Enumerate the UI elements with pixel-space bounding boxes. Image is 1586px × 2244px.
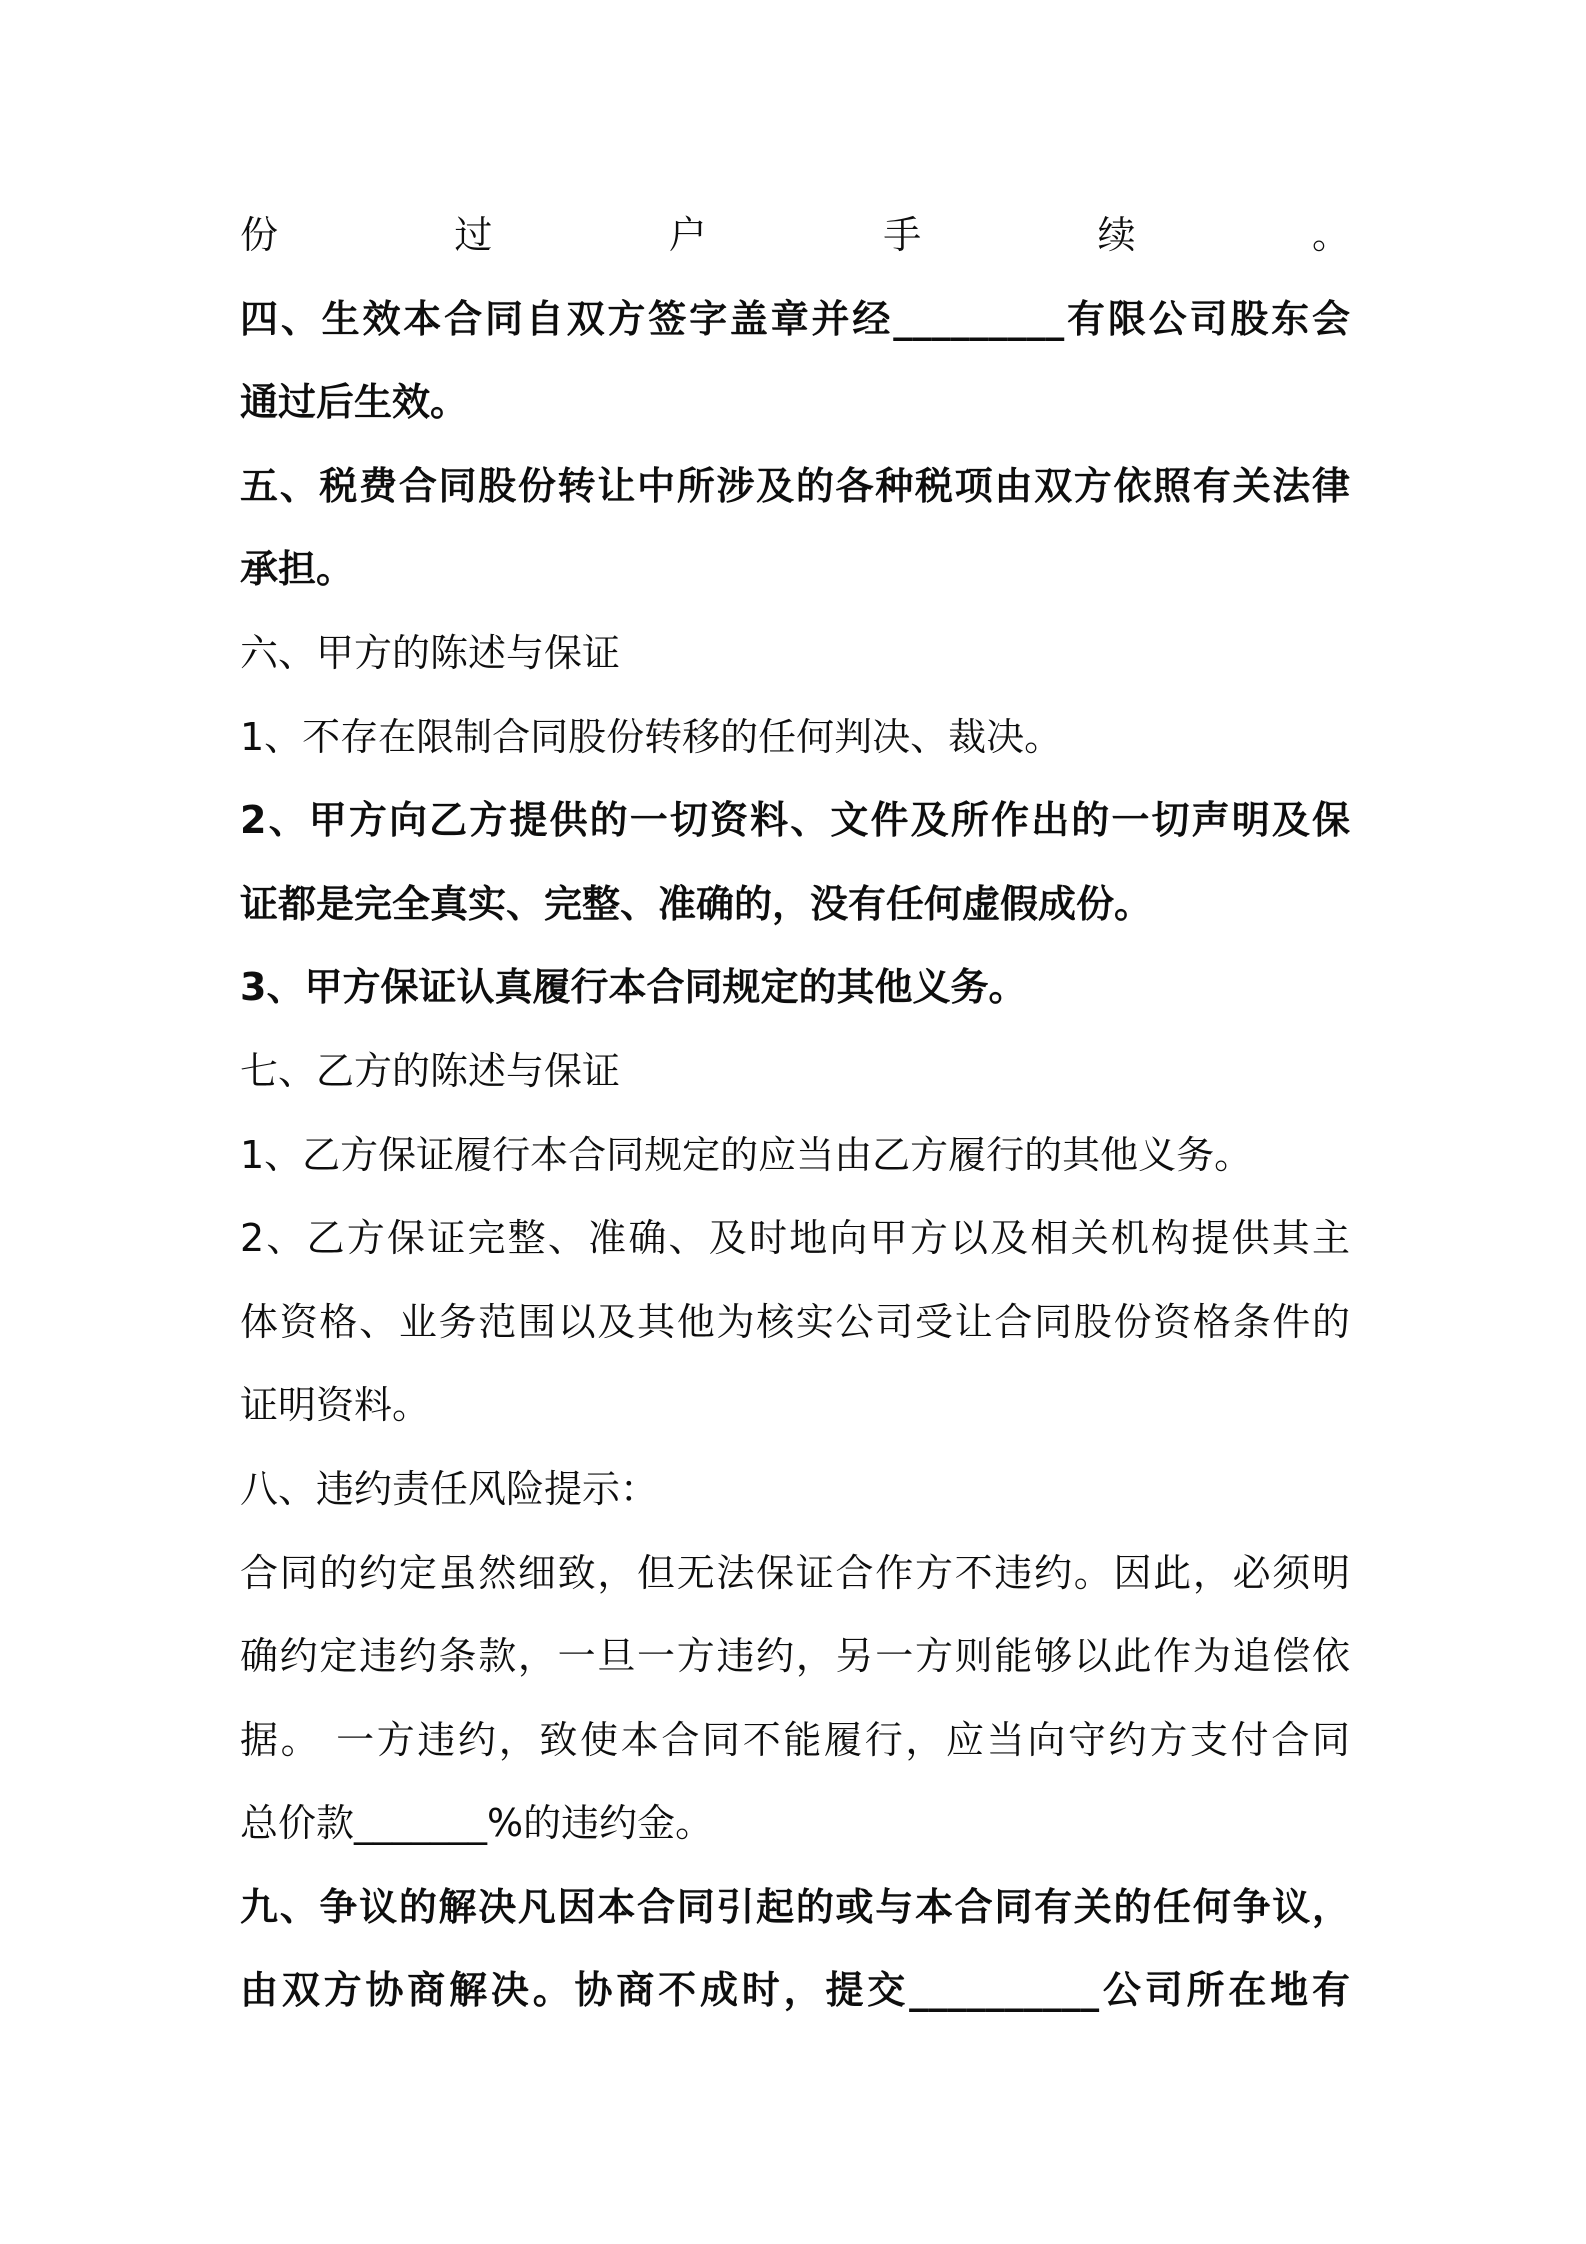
- section-heading-breach: 八、违约责任风险提示：: [240, 1466, 659, 1511]
- clause-5-taxes: 五、税费合同股份转让中所涉及的各种税项由双方依照有关法律: [240, 463, 1350, 508]
- text-line: 总价款_______%的违约金。: [240, 1801, 714, 1846]
- text-line: 合同的约定虽然细致，但无法保证合作方不违约。因此，必须明: [240, 1550, 1350, 1595]
- list-item: 3、甲方保证认真履行本合同规定的其他义务。: [240, 965, 1027, 1010]
- text-line: 承担。: [240, 547, 355, 592]
- list-item: 2、甲方向乙方提供的一切资料、文件及所作出的一切声明及保: [240, 798, 1350, 843]
- text-line: 证都是完全真实、完整、准确的，没有任何虚假成份。: [240, 881, 1153, 926]
- list-item: 2、乙方保证完整、准确、及时地向甲方以及相关机构提供其主: [240, 1216, 1350, 1261]
- list-item: 1、不存在限制合同股份转移的任何判决、裁决。: [240, 714, 1063, 759]
- section-heading-party-a: 六、甲方的陈述与保证: [240, 630, 621, 675]
- list-item: 1、乙方保证履行本合同规定的应当由乙方履行的其他义务。: [240, 1132, 1253, 1177]
- text-line: 由双方协商解决。协商不成时，提交__________公司所在地有: [240, 1968, 1350, 2013]
- text-line: 证明资料。: [240, 1383, 431, 1428]
- text-line: 份过户手续。: [240, 213, 1350, 257]
- section-heading-party-b: 七、乙方的陈述与保证: [240, 1048, 621, 1093]
- document-body: [240, 194, 1350, 2033]
- clause-4-effectiveness: 四、生效本合同自双方签字盖章并经_________有限公司股东会: [240, 296, 1350, 341]
- text-line: 确约定违约条款，一旦一方违约，另一方则能够以此作为追偿依: [240, 1634, 1350, 1679]
- text-line: 通过后生效。: [240, 380, 469, 425]
- clause-9-disputes: 九、争议的解决凡因本合同引起的或与本合同有关的任何争议，: [240, 1884, 1350, 1929]
- text-line: 体资格、业务范围以及其他为核实公司受让合同股份资格条件的: [240, 1299, 1350, 1344]
- text-line: 据。 一方违约，致使本合同不能履行，应当向守约方支付合同: [240, 1717, 1350, 1762]
